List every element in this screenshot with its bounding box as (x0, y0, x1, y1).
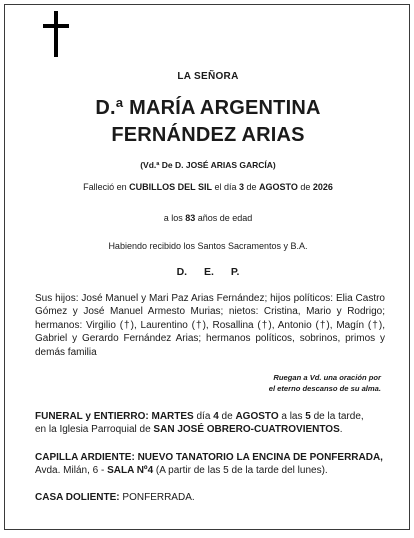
title-la-senora: LA SEÑORA (177, 71, 239, 82)
deceased-name-line1: D.ª MARÍA ARGENTINA (95, 97, 321, 119)
death-day: 3 (238, 182, 244, 192)
death-year: 2026 (312, 182, 333, 192)
cross-icon (43, 11, 69, 57)
obituary-notice (4, 4, 410, 530)
church-name: SAN JOSÉ OBRERO-CUATROVIENTOS (153, 424, 340, 436)
house-of-mourning: CASA DOLIENTE: PONFERRADA. (35, 492, 195, 503)
chapel-room: SALA Nº4 (107, 465, 154, 477)
funeral-info: FUNERAL y ENTIERRO: MARTES día 4 de AGOSTO a las 5 de la tarde, en la Iglesia Parroquial de SAN JOSÉ OBRERO-CUATROVIENTOS. (35, 411, 364, 436)
deceased-name-line2: FERNÁNDEZ ARIAS (111, 124, 305, 146)
prayer-request: Ruegan a Vd. una oración por el eterno descanso de su alma. (268, 373, 381, 393)
family-list: Sus hijos: José Manuel y Mari Paz Arias Fernández; hijos políticos: Elia Castro Gómez y José Manuel Armesto Murias; nietos: Cristina, Mario y Rodrigo; hermanos: Virgilio (†), Laurentino (†), Rosallina (†), Antonio (†), Magín (†), Gabriel y Gerardo Fernández Arias; hermanos políticos, sobrinos, primos y demás familia (35, 293, 385, 358)
death-info: Falleció en CUBILLOS DEL SIL el día 3 de AGOSTO de 2026 (83, 182, 333, 192)
sacraments-text: Habiendo recibido los Santos Sacramentos y B.A. (108, 241, 308, 251)
dep-text: D. E. P. (176, 266, 240, 278)
age-years: 83 (185, 213, 196, 223)
death-place: CUBILLOS DEL SIL (129, 182, 212, 192)
chapel-info: CAPILLA ARDIENTE: NUEVO TANATORIO LA ENCINA DE PONFERRADA, Avda. Milán, 6 - SALA Nº4 (A partir de las 5 de la tarde del lunes). (35, 452, 383, 477)
death-month: AGOSTO (259, 182, 298, 192)
widow-of: (Vd.ª De D. JOSÉ ARIAS GARCÍA) (140, 160, 276, 170)
age-info: a los 83 años de edad (163, 213, 253, 223)
